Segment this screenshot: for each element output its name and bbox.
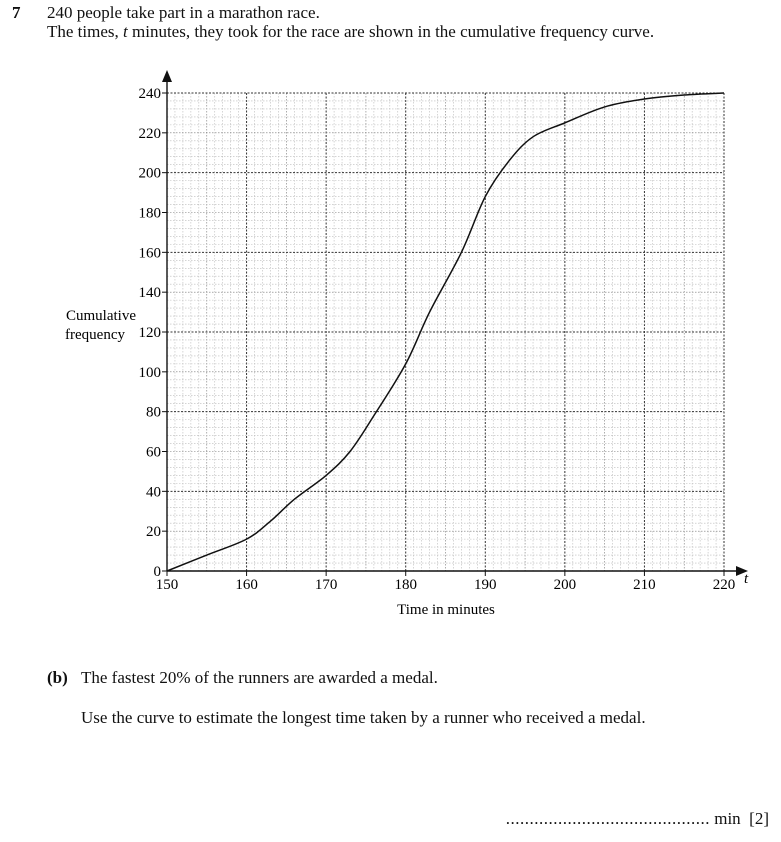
question-context-pre: The times, [47, 22, 124, 41]
y-tick-label: 80 [146, 404, 161, 421]
chart-grid [167, 93, 724, 571]
x-tick-label: 160 [235, 577, 258, 593]
y-tick-label: 240 [138, 86, 161, 102]
x-tick-label: 180 [394, 577, 417, 593]
x-axis-symbol: t [744, 571, 749, 587]
y-axis-arrow [162, 70, 172, 82]
y-axis-label-line1: Cumulative [66, 308, 136, 324]
x-tick-label: 190 [474, 577, 497, 593]
part-b-text: The fastest 20% of the runners are awarded a medal. [81, 668, 438, 687]
y-tick-label: 100 [138, 364, 161, 381]
y-tick-label: 160 [138, 245, 161, 262]
y-tick-label: 220 [138, 125, 161, 142]
part-b-instruction: Use the curve to estimate the longest time taken by a runner who received a medal. [81, 708, 646, 727]
y-tick-label: 180 [138, 205, 161, 222]
answer-line [506, 809, 769, 829]
answer-unit: min [714, 809, 741, 828]
chart-axes [162, 70, 748, 576]
chart-ticks [139, 86, 736, 593]
answer-dots[interactable]: ........................................... [505, 809, 710, 828]
x-tick-label: 150 [155, 577, 179, 593]
x-tick-label: 170 [314, 577, 338, 593]
y-tick-label: 200 [138, 165, 161, 182]
question-variable: t [123, 22, 128, 41]
part-b-label: (b) [47, 668, 68, 687]
question-intro: 240 people take part in a marathon race. [47, 3, 320, 22]
y-tick-label: 140 [138, 285, 161, 302]
question-number: 7 [12, 3, 21, 22]
x-axis-label: Time in minutes [397, 602, 495, 618]
y-tick-label: 60 [146, 444, 161, 461]
y-tick-label: 0 [153, 564, 161, 580]
y-tick-label: 20 [146, 524, 161, 541]
x-tick-label: 220 [712, 577, 736, 593]
y-tick-label: 120 [138, 325, 161, 341]
part-b [47, 668, 438, 688]
x-tick-label: 210 [633, 577, 656, 593]
x-tick-label: 200 [553, 577, 577, 593]
y-axis-label-line2: frequency [65, 327, 125, 343]
marks: [2] [749, 809, 769, 828]
y-tick-label: 40 [146, 484, 161, 501]
question-context-post: minutes, they took for the race are shown in the cumulative frequency curve. [127, 22, 655, 41]
